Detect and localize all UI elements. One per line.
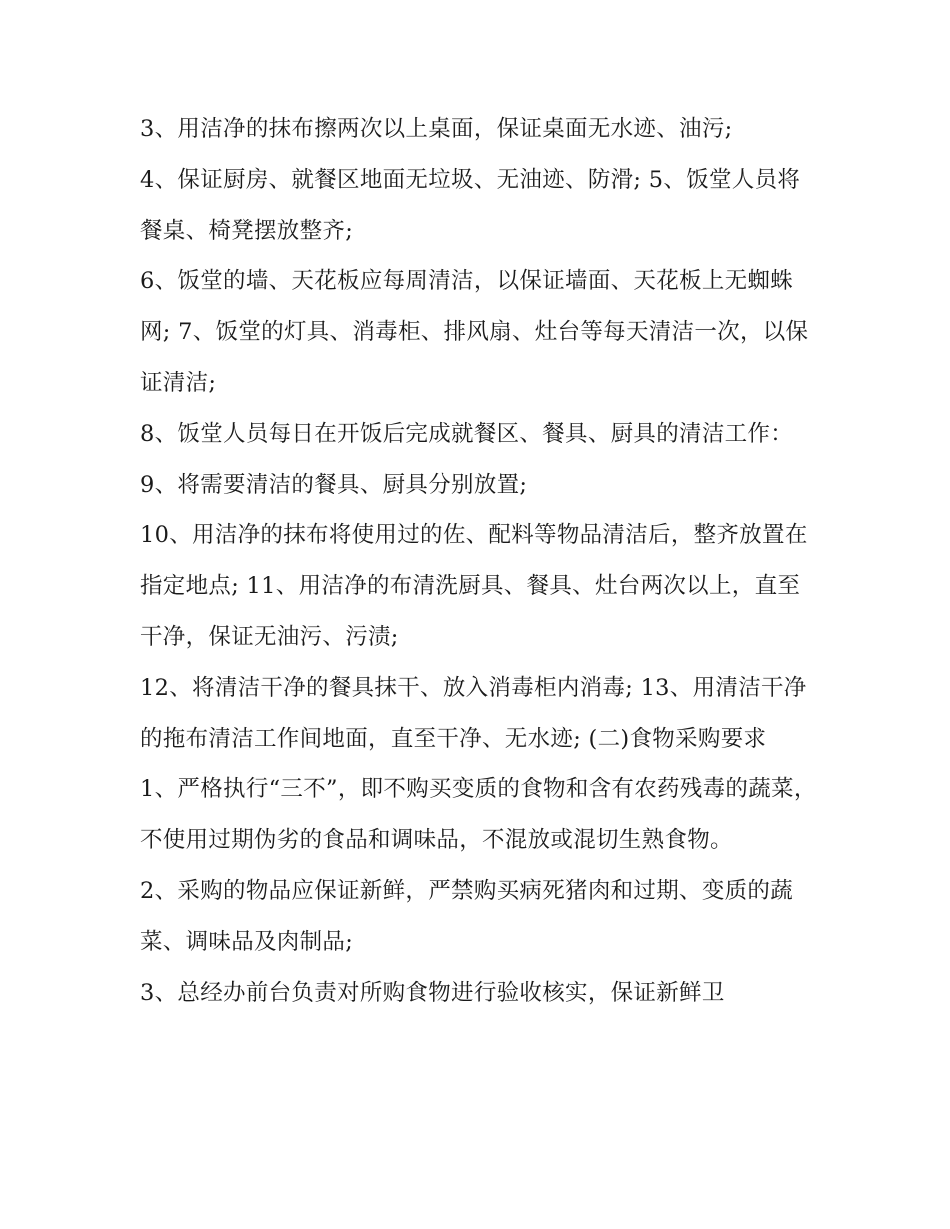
paragraph: 3、总经办前台负责对所购食物进行验收核实，保证新鲜卫 (140, 979, 725, 1006)
document-body (140, 104, 820, 1018)
paragraph: 12、将清洁干净的餐具抹干、放入消毒柜内消毒; 13、用清洁干净的拖布清洁工作间地面，直至干净、无水迹; (二)食物采购要求 (140, 674, 807, 752)
paragraph: 2、采购的物品应保证新鲜，严禁购买病死猪肉和过期、变质的蔬菜、调味品及肉制品; (140, 877, 794, 955)
paragraph: 10、用洁净的抹布将使用过的佐、配料等物品清洁后，整齐放置在指定地点; 11、用洁净的布清洗厨具、餐具、灶台两次以上，直至干净，保证无油污、污渍; (140, 522, 808, 650)
paragraph: 4、保证厨房、就餐区地面无垃圾、无油迹、防滑; 5、饭堂人员将餐桌、椅凳摆放整齐; (140, 166, 801, 244)
paragraph: 6、饭堂的墙、天花板应每周清洁，以保证墙面、天花板上无蜘蛛网; 7、饭堂的灯具、消毒柜、排风扇、灶台等每天清洁一次，以保证清洁; (140, 268, 809, 396)
paragraph: 1、严格执行“三不”，即不购买变质的食物和含有农药残毒的蔬菜，不使用过期伪劣的食品和调味品，不混放或混切生熟食物。 (140, 776, 817, 854)
paragraph: 3、用洁净的抹布擦两次以上桌面，保证桌面无水迹、油污; (140, 116, 733, 142)
paragraph: 8、饭堂人员每日在开饭后完成就餐区、餐具、厨具的清洁工作： 9、将需要清洁的餐具、厨具分别放置; (140, 420, 794, 498)
